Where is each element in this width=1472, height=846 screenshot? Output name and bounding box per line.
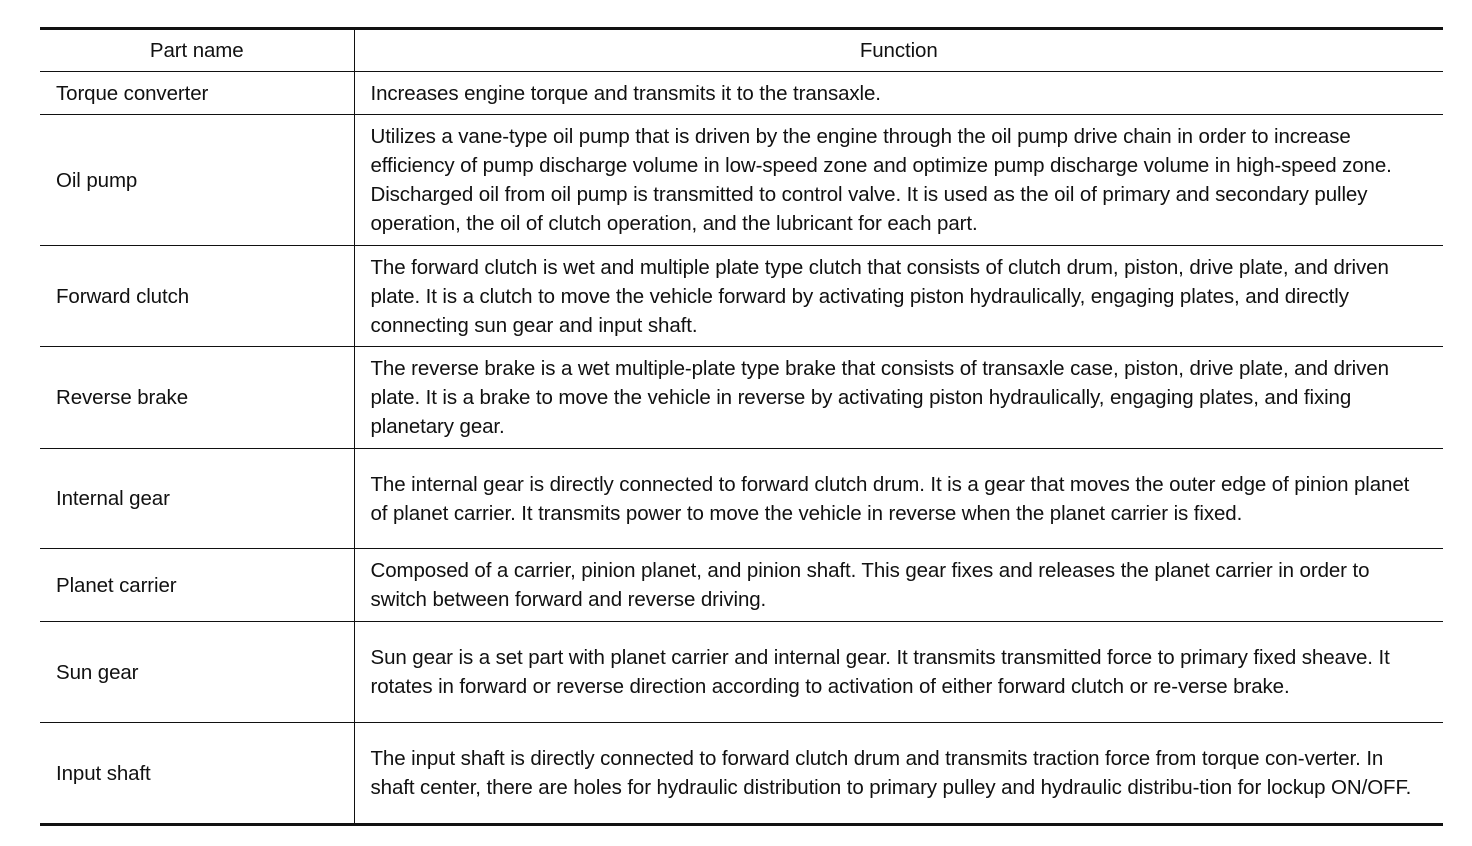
function-cell: Increases engine torque and transmits it to the transaxle. (354, 72, 1443, 115)
table-row (40, 347, 1443, 449)
part-name-cell: Oil pump (40, 115, 354, 246)
function-cell: Composed of a carrier, pinion planet, and pinion shaft. This gear fixes and releases the planet carrier in order to switch between forward and reverse driving. (354, 549, 1443, 622)
part-name-cell: Input shaft (40, 723, 354, 825)
table-row (40, 622, 1443, 723)
part-name-cell: Planet carrier (40, 549, 354, 622)
function-cell: The forward clutch is wet and multiple plate type clutch that consists of clutch drum, piston, drive plate, and driven plate. It is a clutch to move the vehicle forward by activating piston hydraulically, engaging plates, and directly connecting sun gear and input shaft. (354, 246, 1443, 347)
parts-function-table (40, 27, 1443, 826)
table-row (40, 72, 1443, 115)
table-row (40, 549, 1443, 622)
function-cell: The internal gear is directly connected to forward clutch drum. It is a gear that moves the outer edge of pinion planet of planet carrier. It transmits power to move the vehicle in reverse when the planet carrier is fixed. (354, 449, 1443, 549)
table-header (40, 29, 1443, 72)
part-name-cell: Reverse brake (40, 347, 354, 449)
function-cell: Utilizes a vane-type oil pump that is driven by the engine through the oil pump drive chain in order to increase efficiency of pump discharge volume in low-speed zone and optimize pump discharge volume in high-speed zone. Discharged oil from oil pump is transmitted to control valve. It is used as the oil of primary and secondary pulley operation, the oil of clutch operation, and the lubricant for each part. (354, 115, 1443, 246)
header-function: Function (354, 29, 1443, 72)
table-row (40, 246, 1443, 347)
part-name-cell: Internal gear (40, 449, 354, 549)
part-name-cell: Sun gear (40, 622, 354, 723)
part-name-cell: Forward clutch (40, 246, 354, 347)
table-body (40, 72, 1443, 825)
function-cell: The input shaft is directly connected to forward clutch drum and transmits traction force from torque con-verter. In shaft center, there are holes for hydraulic distribution to primary pulley and hydraulic distribu-tion for lockup ON/OFF. (354, 723, 1443, 825)
function-cell: Sun gear is a set part with planet carrier and internal gear. It transmits transmitted force to primary fixed sheave. It rotates in forward or reverse direction according to activation of either forward clutch or re-verse brake. (354, 622, 1443, 723)
table-row (40, 115, 1443, 246)
function-cell: The reverse brake is a wet multiple-plate type brake that consists of transaxle case, piston, drive plate, and driven plate. It is a brake to move the vehicle in reverse by activating piston hydraulically, engaging plates, and fixing planetary gear. (354, 347, 1443, 449)
header-part-name: Part name (40, 29, 354, 72)
part-name-cell: Torque converter (40, 72, 354, 115)
table-row (40, 723, 1443, 825)
header-row (40, 29, 1443, 72)
table-row (40, 449, 1443, 549)
